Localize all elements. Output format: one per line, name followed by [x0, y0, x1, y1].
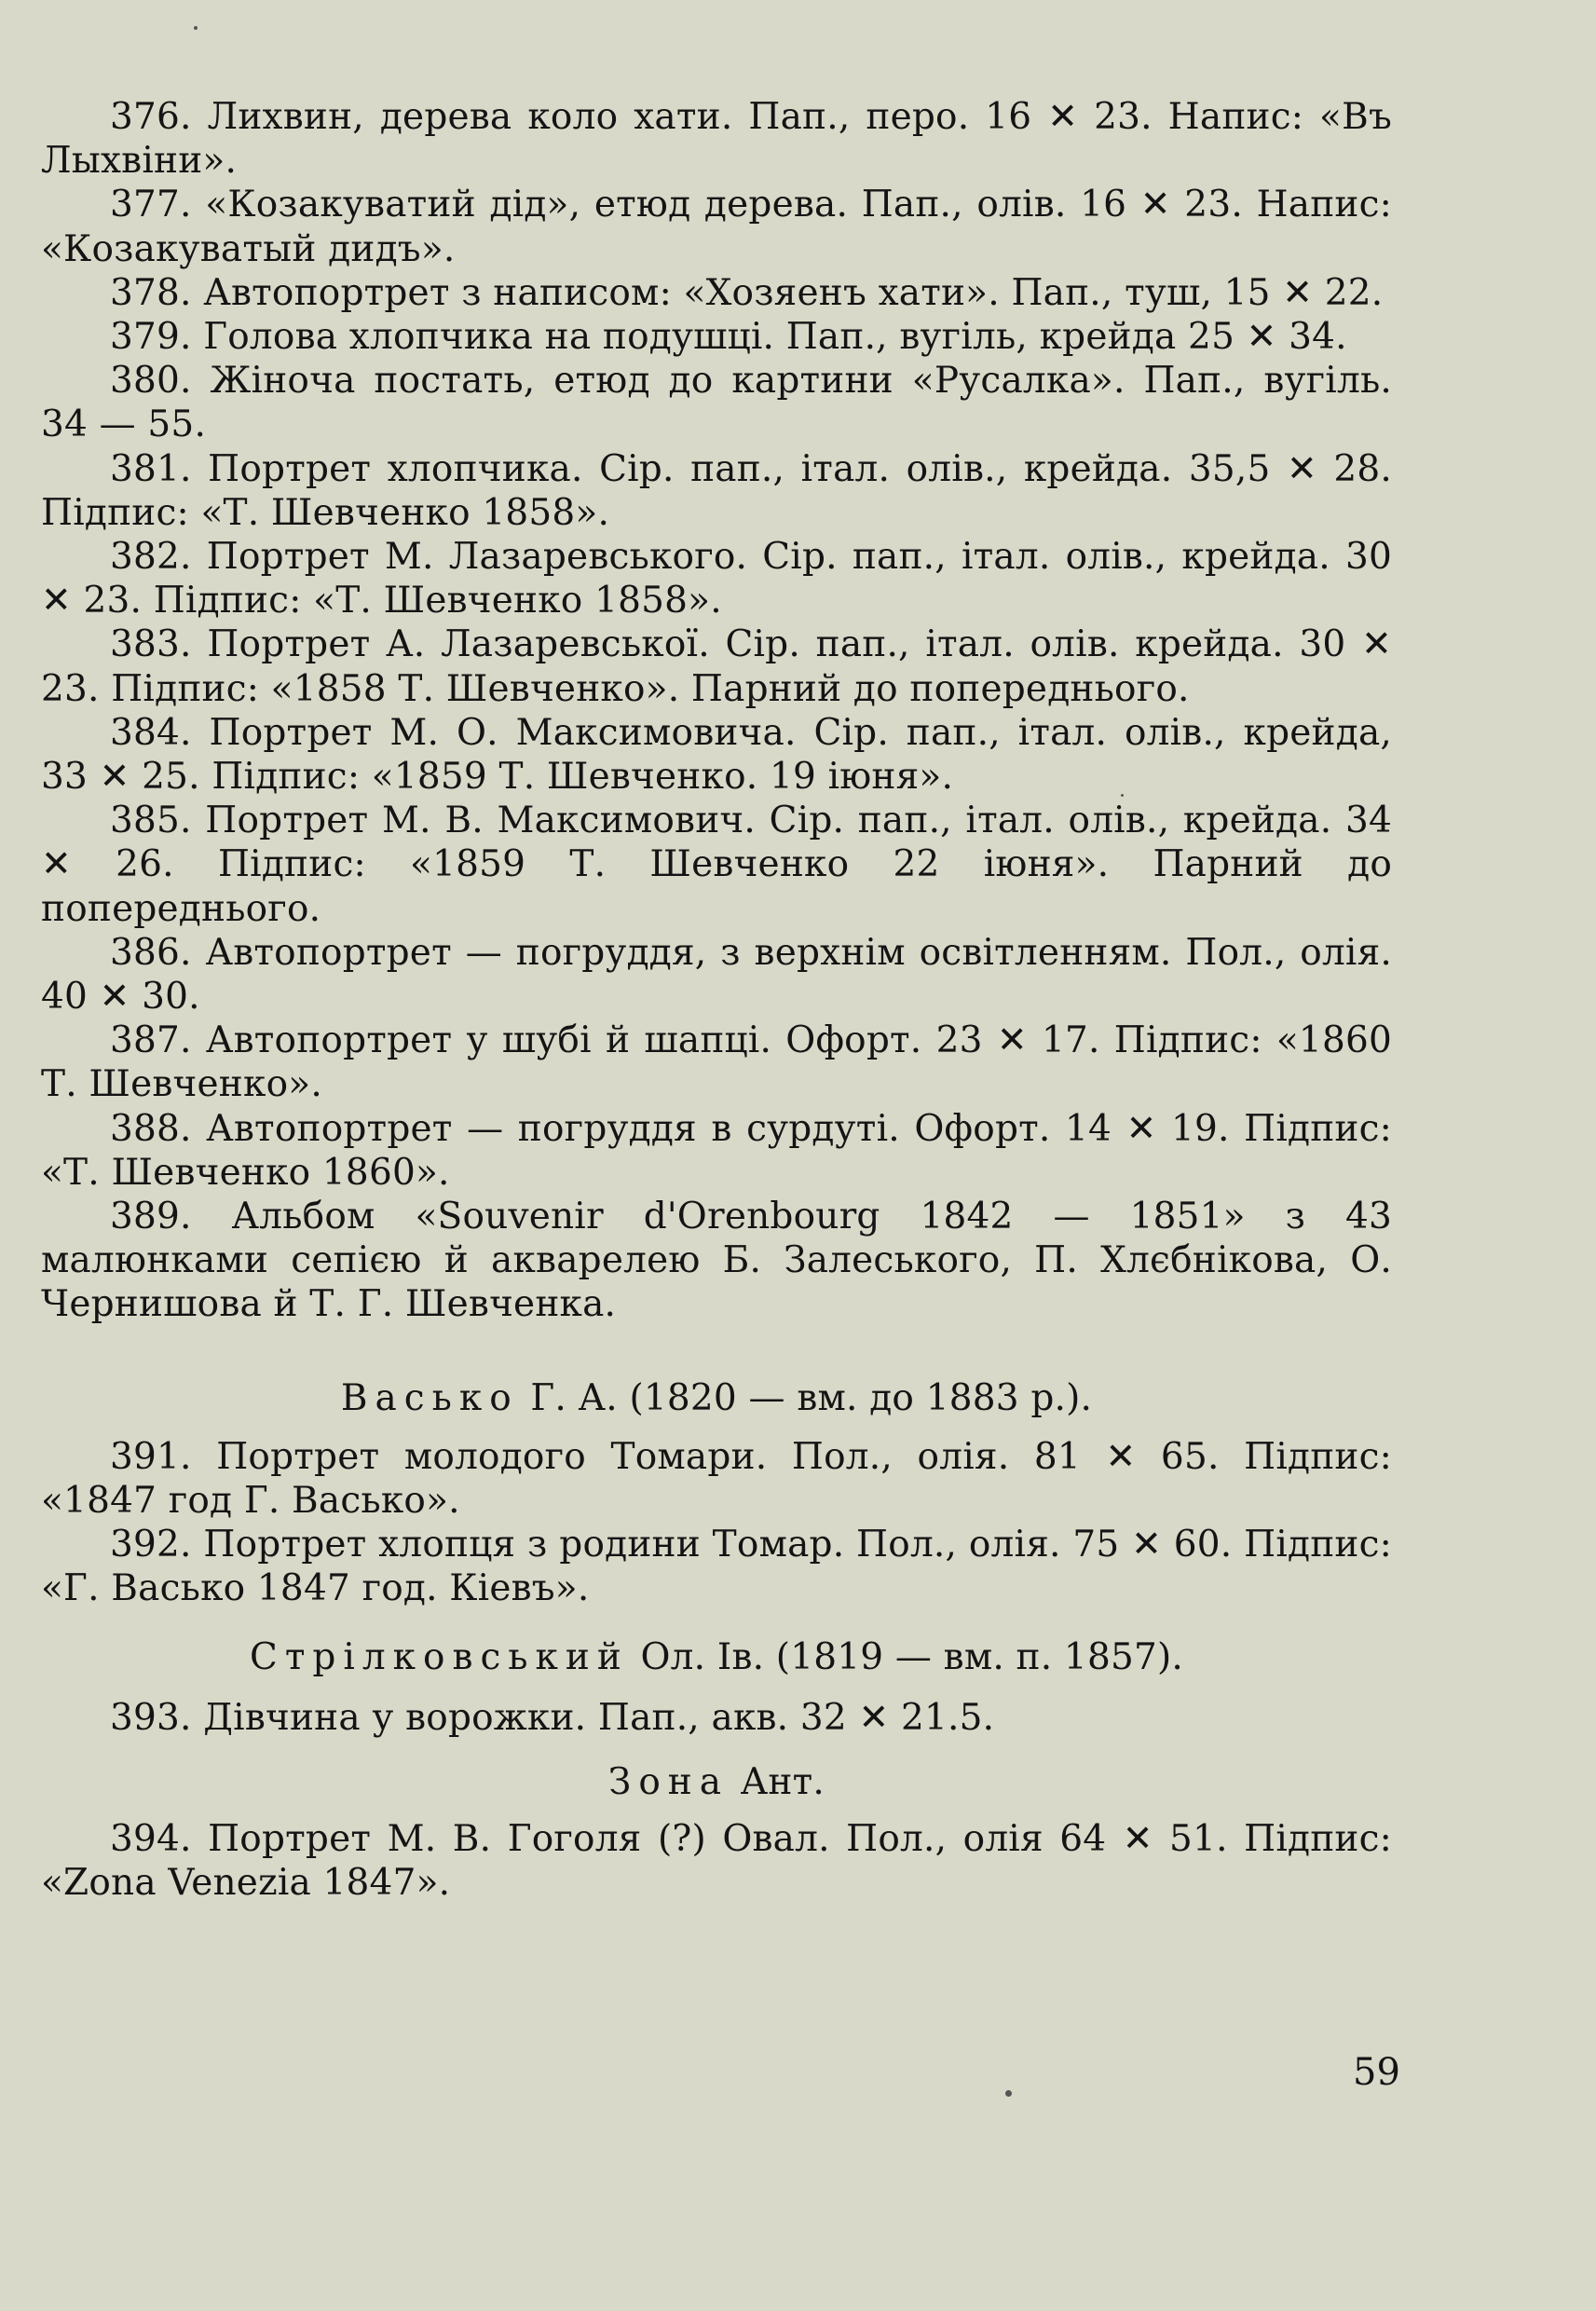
artist-details: Ант.	[740, 1760, 825, 1803]
entry-383: 383. Портрет А. Лазаревської. Сір. пап., італ. олів. крейда. 30 ✕ 23. Підпис: «1858 Т. Шевченко». Парний до попереднього.	[41, 623, 1392, 710]
page-number: 59	[1353, 2051, 1400, 2094]
entry-381: 381. Портрет хлопчика. Сір. пап., італ. олів., крейда. 35,5 ✕ 28. Підпис: «Т. Шевченко 1858».	[41, 447, 1392, 534]
entry-379: 379. Голова хлопчика на подушці. Пап., вугіль, крейда 25 ✕ 34.	[110, 316, 1347, 359]
entry-377: 377. «Козакуватий дід», етюд дерева. Пап., олів. 16 ✕ 23. Напис: «Козакуватый дидъ».	[41, 184, 1392, 270]
section-heading-vasko	[41, 1376, 1392, 1420]
entry-388: 388. Автопортрет — погруддя в сурдуті. Офорт. 14 ✕ 19. Підпис: «Т. Шевченко 1860».	[41, 1107, 1392, 1194]
entry-382: 382. Портрет М. Лазаревського. Сір. пап., італ. олів., крейда. 30 ✕ 23. Підпис: «Т. Шевченко 1858».	[41, 536, 1392, 622]
entry-393: 393. Дівчина у ворожки. Пап., акв. 32 ✕ 21.5.	[110, 1696, 995, 1739]
artist-details: Ол. Ів. (1819 — вм. п. 1857).	[640, 1635, 1183, 1678]
spacer	[41, 1804, 1392, 1817]
entry-386: 386. Автопортрет — погруддя, з верхнім освітленням. Пол., олія. 40 ✕ 30.	[41, 931, 1392, 1019]
spacer	[41, 1611, 1392, 1635]
entry-394: 394. Портрет М. В. Гоголя (?) Овал. Пол., олія 64 ✕ 51. Підпис: «Zona Venezia 1847».	[41, 1817, 1392, 1904]
entry-378: 378. Автопортрет з написом: «Хозяенъ хати». Пап., туш, 15 ✕ 22.	[110, 271, 1384, 314]
scan-speck	[194, 26, 198, 30]
artist-details: Г. А. (1820 — вм. до 1883 р.).	[530, 1376, 1093, 1419]
section-heading-strilkovsky	[41, 1635, 1392, 1679]
spacer	[41, 1740, 1392, 1760]
entry-376: 376. Лихвин, дерева коло хати. Пап., перо. 16 ✕ 23. Напис: «Въ Лыхвіни».	[41, 96, 1392, 183]
entry-389: 389. Альбом «Souvenir d'Orenbourg 1842 — 1851» з 43 малюнками сепією й акварелею Б. Залеського, П. Хлєбнікова, О. Чернишова й Т. Г. Шевченка.	[41, 1196, 1392, 1326]
spacer	[41, 1327, 1392, 1376]
spacer	[41, 1679, 1392, 1696]
entry-385: 385. Портрет М. В. Максимович. Сір. пап., італ. олів., крейда. 34 ✕ 26. Підпис: «1859 Т. Шевченко 22 іюня». Парний до попереднього.	[41, 800, 1392, 930]
artist-surname: Стрілковський	[250, 1635, 629, 1678]
scan-speck	[1121, 794, 1124, 797]
entry-387: 387. Автопортрет у шубі й шапці. Офорт. 23 ✕ 17. Підпис: «1860 Т. Шевченко».	[41, 1019, 1392, 1106]
entry-380: 380. Жіноча постать, етюд до картини «Русалка». Пап., вугіль. 34 — 55.	[41, 360, 1392, 446]
artist-surname: Васько	[340, 1376, 519, 1419]
spacer	[41, 1420, 1392, 1435]
scan-speck	[1005, 2090, 1012, 2097]
entry-384: 384. Портрет М. О. Максимовича. Сір. пап., італ. олів., крейда, 33 ✕ 25. Підпис: «1859 Т. Шевченко. 19 іюня».	[41, 711, 1392, 799]
entry-391: 391. Портрет молодого Томари. Пол., олія. 81 ✕ 65. Підпис: «1847 год Г. Васько».	[41, 1435, 1392, 1522]
section-heading-zona	[41, 1760, 1392, 1804]
text-column	[41, 95, 1392, 1905]
artist-surname: Зона	[608, 1760, 730, 1803]
entry-392: 392. Портрет хлопця з родини Томар. Пол., олія. 75 ✕ 60. Підпис: «Г. Васько 1847 год. Кіевъ».	[41, 1524, 1392, 1610]
